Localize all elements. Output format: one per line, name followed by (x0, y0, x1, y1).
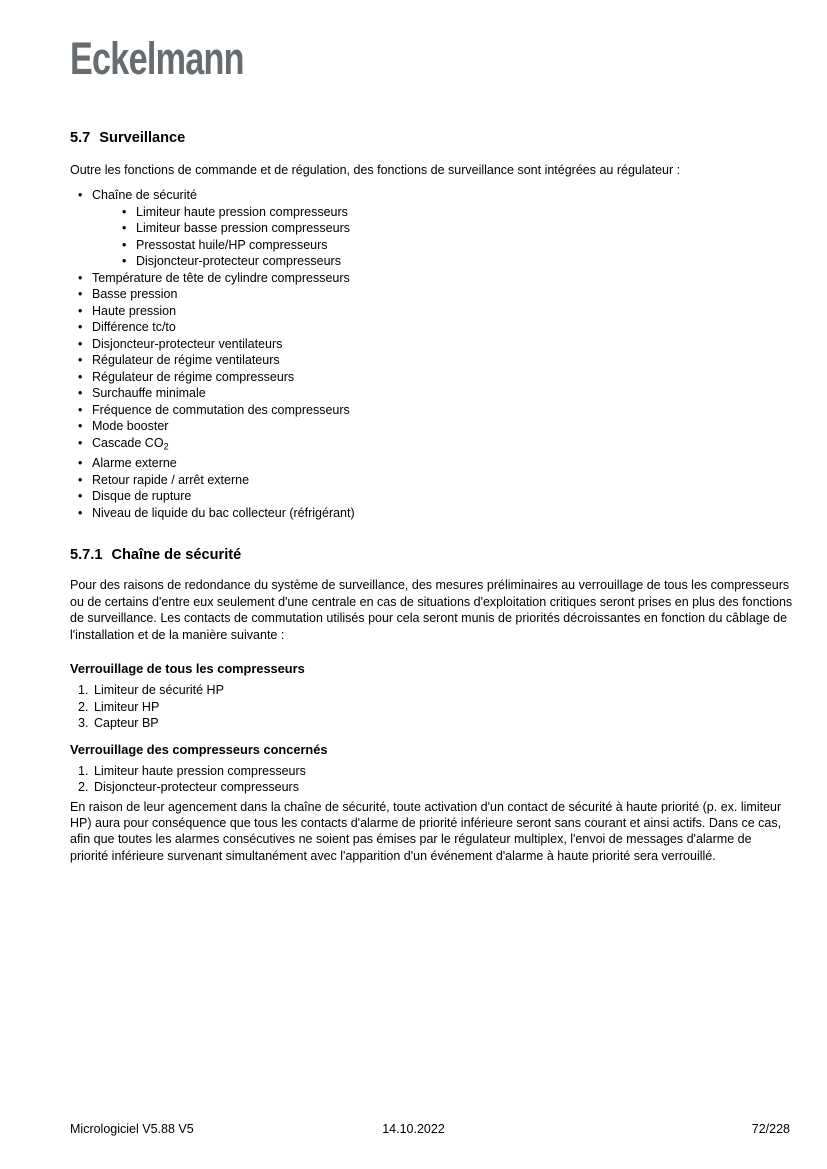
lock-all-list (70, 682, 793, 732)
subsection-title: Chaîne de sécurité (111, 547, 242, 564)
list-item: Limiteur haute pression compresseurs (94, 763, 306, 778)
footer-page-number: 72/228 (751, 1122, 790, 1136)
list-item: • Régulateur de régime compresseurs (70, 369, 793, 386)
list-item: • Pressostat huile/HP compresseurs (114, 237, 793, 254)
section-heading-5-7-1 (70, 546, 793, 565)
footer-firmware-version: Micrologiciel V5.88 V5 (70, 1122, 194, 1136)
list-item: • Différence tc/to (70, 319, 793, 336)
footer-date: 14.10.2022 (382, 1122, 445, 1136)
closing-paragraph: En raison de leur agencement dans la chaîne de sécurité, toute activation d'un contact de sécurité à haute priorité (p. ex. limiteur HP) aura pour conséquence que tous les contacts d'alarme de priorité inférieure seront sans courant et ainsi actifs. Dans ce cas, afin que toutes les alarmes consécutives ne soient pas émises par le régulateur multiplex, l'envoi de messages d'alarme de priorité inférieure survenant simultanément avec l'apparition d'un événement d'alarme à haute priorité sera verrouillé. (70, 799, 782, 863)
page-footer (0, 1121, 827, 1138)
list-item: • Disque de rupture (70, 488, 793, 505)
list-item: • Limiteur basse pression compresseurs (114, 220, 793, 237)
cascade-co2-item: • Cascade $CO_2$ (70, 435, 793, 452)
chain-paragraph: Pour des raisons de redondance du système de surveillance, des mesures préliminaires au verrouillage de tous les compresseurs ou de certains d'entre eux seulement d'une centrale en cas de situations d'exploitation critiques seront prises en plus des fonctions de surveillance. Les contacts de commutation utilisés pour cela seront munis de priorités décroissantes en fonction du câblage de l'installation et de la manière suivante : (70, 578, 793, 642)
co2-subscript: 2 (163, 441, 169, 452)
list-item: • Disjoncteur-protecteur compresseurs (114, 253, 793, 270)
section-number: 5.7 (70, 130, 91, 146)
list-item: Limiteur de sécurité HP (94, 683, 224, 698)
list-item: • Haute pression (70, 303, 793, 320)
lock-concerned-list (70, 763, 793, 796)
surveillance-list (70, 187, 793, 521)
logo-row (70, 33, 793, 84)
list-item: • Niveau de liquide du bac collecteur (réfrigérant) (70, 505, 793, 522)
subheading-lock-concerned: Verrouillage des compresseurs concernés (70, 741, 328, 757)
list-item: • Fréquence de commutation des compresseurs (70, 402, 793, 419)
list-item: • Limiteur haute pression compresseurs (114, 204, 793, 221)
intro-paragraph: Outre les fonctions de commande et de régulation, des fonctions de surveillance sont intégrées au régulateur : (70, 163, 681, 177)
list-item: Capteur BP (94, 716, 159, 731)
list-item: • Surchauffe minimale (70, 385, 793, 402)
list-item: • Régulateur de régime ventilateurs (70, 352, 793, 369)
list-item: Disjoncteur-protecteur compresseurs (94, 780, 299, 795)
eckelmann-logo: Eckelmann (70, 33, 244, 84)
list-item: • Mode booster (70, 418, 793, 435)
list-item: • Alarme externe (70, 455, 793, 472)
section-title: Surveillance (99, 130, 186, 146)
subheading-lock-all: Verrouillage de tous les compresseurs (70, 661, 305, 677)
list-item: Limiteur HP (94, 699, 160, 714)
subsection-number: 5.7.1 (70, 547, 103, 564)
list-item: • Basse pression (70, 286, 793, 303)
page-content (70, 33, 793, 864)
list-item: • Température de tête de cylindre compresseurs (70, 270, 793, 287)
section-heading-5-7 (70, 129, 793, 148)
list-item: • Retour rapide / arrêt externe (70, 472, 793, 489)
list-item: • Chaîne de sécurité • Limiteur haute pression compresseurs • Limiteur basse pression compresseurs • Pressostat huile/HP compresseurs • Disjoncteur-protecteur compresseurs (70, 187, 793, 270)
list-item: • Disjoncteur-protecteur ventilateurs (70, 336, 793, 353)
safety-chain-sublist (114, 204, 793, 270)
